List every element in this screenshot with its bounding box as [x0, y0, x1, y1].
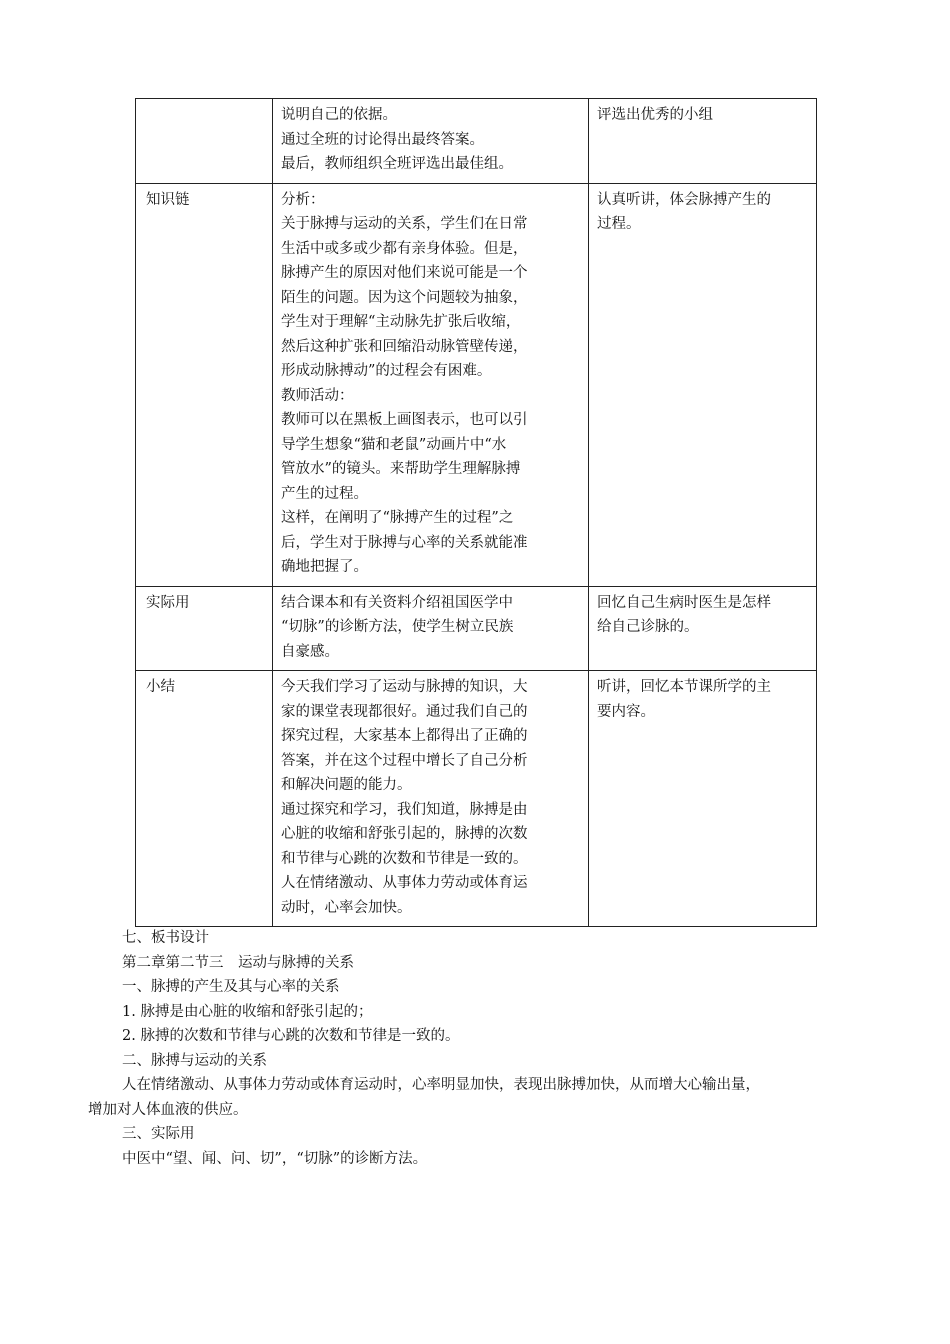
- teacher-activity-line: 分析：: [281, 191, 325, 208]
- teacher-activity-cell: [273, 99, 589, 184]
- teacher-activity-line: 心脏的收缩和舒张引起的，脉搏的次数: [281, 826, 528, 842]
- teacher-activity-line: 探究过程，大家基本上都得出了正确的: [281, 728, 528, 744]
- table-row: [136, 99, 817, 184]
- teacher-activity-line: 通过全班的讨论得出最终答案。: [281, 131, 484, 148]
- table-row: [136, 183, 817, 586]
- teacher-activity-line: 关于脉搏与运动的关系，学生们在日常: [281, 216, 528, 232]
- teacher-activity-line: 动时，心率会加快。: [281, 899, 412, 916]
- board-point-2: 2. 脉搏的次数和节律与心跳的次数和节律是一致的。: [122, 1028, 460, 1044]
- teacher-activity-line: 陌生的问题。因为这个问题较为抽象，: [281, 289, 528, 306]
- board-section-1: 一、脉搏的产生及其与心率的关系: [122, 979, 340, 995]
- student-activity-line: 认真听讲，体会脉搏产生的: [597, 191, 771, 208]
- stage-cell: [136, 183, 273, 586]
- student-activity-line: 要内容。: [597, 703, 655, 720]
- teacher-activity-line: 然后这种扩张和回缩沿动脉管壁传递，: [281, 338, 528, 355]
- teacher-activity-cell: [273, 586, 589, 671]
- teacher-activity-cell: [273, 183, 589, 586]
- teacher-activity-line: 说明自己的依据。: [281, 107, 397, 123]
- student-activity-cell: [589, 671, 817, 927]
- student-activity-cell: [589, 183, 817, 586]
- board-paragraph-line-1: 人在情绪激动、从事体力劳动或体育运动时，心率明显加快，表现出脉搏加快，从而增大心输出量，: [122, 1077, 760, 1093]
- board-heading: 七、板书设计: [122, 930, 209, 946]
- teacher-activity-line: 产生的过程。: [281, 485, 368, 502]
- lesson-table: [135, 98, 817, 927]
- teacher-activity-line: 最后，教师组织全班评选出最佳组。: [281, 156, 513, 172]
- stage-label: 小结: [146, 679, 175, 695]
- student-activity-line: 给自己诊脉的。: [597, 619, 699, 635]
- teacher-activity-line: 自豪感。: [281, 643, 339, 660]
- teacher-activity-line: 形成动脉搏动”的过程会有困难。: [281, 363, 492, 379]
- board-point-1: 1. 脉搏是由心脏的收缩和舒张引起的；: [122, 1003, 373, 1020]
- teacher-activity-line: “切脉”的诊断方法，使学生树立民族: [281, 619, 514, 635]
- student-activity-line: 回忆自己生病时医生是怎样: [597, 594, 771, 611]
- teacher-activity-line: 和解决问题的能力。: [281, 777, 412, 793]
- teacher-activity-line: 通过探究和学习，我们知道，脉搏是由: [281, 801, 528, 818]
- teacher-activity-line: 家的课堂表现都很好。通过我们自己的: [281, 703, 528, 720]
- teacher-activity-line: 学生对于理解“主动脉先扩张后收缩，: [281, 314, 521, 330]
- stage-label: 实际用: [146, 594, 190, 611]
- lesson-table-body: [136, 99, 817, 927]
- teacher-activity-cell: [273, 671, 589, 927]
- teacher-activity-line: 教师可以在黑板上画图表示，也可以引: [281, 412, 528, 428]
- student-activity-cell: [589, 586, 817, 671]
- board-design: [88, 926, 828, 1171]
- board-practice: 中医中“望、闻、问、切”，“切脉”的诊断方法。: [122, 1150, 428, 1167]
- teacher-activity-line: 生活中或多或少都有亲身体验。但是，: [281, 240, 528, 257]
- teacher-activity-line: 确地把握了。: [281, 559, 368, 575]
- teacher-activity-line: 和节律与心跳的次数和节律是一致的。: [281, 850, 528, 867]
- teacher-activity-line: 这样，在阐明了“脉搏产生的过程”之: [281, 510, 514, 526]
- teacher-activity-line: 教师活动：: [281, 387, 354, 404]
- table-row: [136, 586, 817, 671]
- teacher-activity-line: 管放水”的镜头。来帮助学生理解脉搏: [281, 461, 521, 477]
- stage-cell: [136, 671, 273, 927]
- teacher-activity-line: 今天我们学习了运动与脉搏的知识，大: [281, 679, 528, 695]
- teacher-activity-line: 结合课本和有关资料介绍祖国医学中: [281, 594, 513, 611]
- board-paragraph-line-2: 增加对人体血液的供应。: [88, 1101, 248, 1118]
- board-section-3: 三、实际用: [122, 1126, 195, 1142]
- teacher-activity-line: 答案，并在这个过程中增长了自己分析: [281, 752, 528, 769]
- stage-label: 知识链: [146, 191, 190, 208]
- teacher-activity-line: 人在情绪激动、从事体力劳动或体育运: [281, 875, 528, 891]
- stage-cell: [136, 99, 273, 184]
- student-activity-line: 评选出优秀的小组: [597, 107, 713, 123]
- student-activity-cell: [589, 99, 817, 184]
- teacher-activity-line: 后，学生对于脉搏与心率的关系就能准: [281, 534, 528, 551]
- table-row: [136, 671, 817, 927]
- board-section-2: 二、脉搏与运动的关系: [122, 1052, 267, 1069]
- student-activity-line: 听讲，回忆本节课所学的主: [597, 679, 771, 695]
- student-activity-line: 过程。: [597, 216, 641, 232]
- teacher-activity-line: 脉搏产生的原因对他们来说可能是一个: [281, 265, 528, 281]
- board-chapter: 第二章第二节三 运动与脉搏的关系: [122, 954, 354, 971]
- teacher-activity-line: 导学生想象“猫和老鼠”动画片中“水: [281, 436, 507, 453]
- stage-cell: [136, 586, 273, 671]
